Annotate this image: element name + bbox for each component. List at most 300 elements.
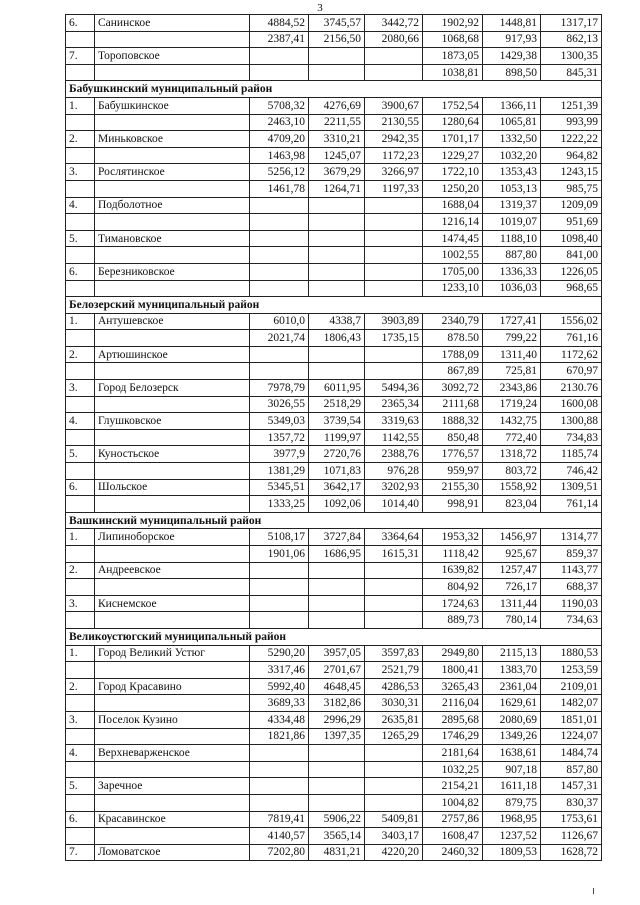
value-cell-3: 4220,20 (365, 844, 423, 861)
value-cell-6: 761,16 (541, 330, 602, 347)
table-row (66, 612, 602, 629)
table-row (66, 230, 602, 247)
value-cell-6: 830,37 (541, 794, 602, 811)
value-cell-5: 879,75 (483, 794, 541, 811)
value-cell-2: 3182,86 (309, 695, 365, 712)
value-cell-1: 1333,25 (250, 496, 309, 513)
value-cell-2 (309, 346, 365, 363)
value-cell-3: 2635,81 (365, 711, 423, 728)
value-cell-2 (309, 761, 365, 778)
value-cell-4: 2155,30 (423, 479, 483, 496)
value-cell-2: 2701,67 (309, 662, 365, 679)
value-cell-1: 4709,20 (250, 131, 309, 148)
value-cell-5: 1456,97 (483, 529, 541, 546)
value-cell-6: 1314,77 (541, 529, 602, 546)
value-cell-4: 1888,32 (423, 413, 483, 430)
settlement-name: Глушковское (95, 413, 250, 430)
value-cell-6: 688,37 (541, 579, 602, 596)
value-cell-2: 2156,50 (309, 31, 365, 48)
value-cell-4: 959,97 (423, 463, 483, 480)
row-number: 5. (66, 230, 95, 247)
value-cell-4: 2460,32 (423, 844, 483, 861)
value-cell-1 (250, 280, 309, 297)
value-cell-3 (365, 761, 423, 778)
row-number (66, 363, 95, 380)
settlement-name (95, 147, 250, 164)
settlement-name: Заречное (95, 778, 250, 795)
value-cell-5: 1065,81 (483, 114, 541, 131)
value-cell-5: 1383,70 (483, 662, 541, 679)
value-cell-4: 889,73 (423, 612, 483, 629)
value-cell-1 (250, 48, 309, 65)
value-cell-5: 898,50 (483, 64, 541, 81)
settlement-name (95, 214, 250, 231)
value-cell-5: 1429,38 (483, 48, 541, 65)
value-cell-6: 1482,07 (541, 695, 602, 712)
row-number: 3. (66, 711, 95, 728)
value-cell-6: 1457,31 (541, 778, 602, 795)
value-cell-5: 1257,47 (483, 562, 541, 579)
value-cell-1: 2021,74 (250, 330, 309, 347)
settlement-name: Санинское (95, 15, 250, 32)
value-cell-1 (250, 197, 309, 214)
value-cell-6: 1300,35 (541, 48, 602, 65)
value-cell-1 (250, 761, 309, 778)
table-row (66, 463, 602, 480)
value-cell-6: 1172,62 (541, 346, 602, 363)
row-number: 1. (66, 529, 95, 546)
value-cell-3: 3403,17 (365, 828, 423, 845)
value-cell-1: 1357,72 (250, 429, 309, 446)
settlement-name: Подболотное (95, 197, 250, 214)
value-cell-6: 734,83 (541, 429, 602, 446)
settlement-name: Шольское (95, 479, 250, 496)
table-row (66, 280, 602, 297)
settlement-name (95, 546, 250, 563)
value-cell-6: 1126,67 (541, 828, 602, 845)
value-cell-2: 2211,55 (309, 114, 365, 131)
row-number (66, 64, 95, 81)
value-cell-2 (309, 247, 365, 264)
value-cell-5: 2115,13 (483, 645, 541, 662)
table-body (66, 15, 602, 861)
value-cell-2: 3565,14 (309, 828, 365, 845)
table-row (66, 97, 602, 114)
table-row (66, 396, 602, 413)
value-cell-6: 2130.76 (541, 380, 602, 397)
value-cell-3 (365, 230, 423, 247)
table-row (66, 794, 602, 811)
settlement-name: Город Красавино (95, 678, 250, 695)
value-cell-3 (365, 64, 423, 81)
value-cell-5: 2343,86 (483, 380, 541, 397)
page-edge-mark (593, 888, 594, 894)
value-cell-1 (250, 214, 309, 231)
value-cell-2: 4648,45 (309, 678, 365, 695)
value-cell-6: 1556,02 (541, 313, 602, 330)
row-number: 7. (66, 844, 95, 861)
value-cell-1: 5708,32 (250, 97, 309, 114)
row-number: 4. (66, 413, 95, 430)
region-header-row (66, 297, 602, 314)
row-number: 4. (66, 197, 95, 214)
value-cell-1: 5108,17 (250, 529, 309, 546)
table-row (66, 31, 602, 48)
value-cell-3: 5494,36 (365, 380, 423, 397)
value-cell-6: 1600,08 (541, 396, 602, 413)
value-cell-6: 1222,22 (541, 131, 602, 148)
settlement-name (95, 64, 250, 81)
value-cell-5: 1719,24 (483, 396, 541, 413)
value-cell-4: 1229,27 (423, 147, 483, 164)
settlement-name: Куностьское (95, 446, 250, 463)
value-cell-4: 2116,04 (423, 695, 483, 712)
value-cell-6: 1880,53 (541, 645, 602, 662)
value-cell-4: 1746,29 (423, 728, 483, 745)
settlement-name: Андреевское (95, 562, 250, 579)
value-cell-2 (309, 794, 365, 811)
value-cell-1: 5345,51 (250, 479, 309, 496)
value-cell-3 (365, 197, 423, 214)
table-row (66, 114, 602, 131)
value-cell-3 (365, 562, 423, 579)
table-row (66, 263, 602, 280)
value-cell-3 (365, 247, 423, 264)
value-cell-6: 968,65 (541, 280, 602, 297)
value-cell-1: 1901,06 (250, 546, 309, 563)
settlement-name (95, 280, 250, 297)
table-row (66, 778, 602, 795)
value-cell-6: 1851,01 (541, 711, 602, 728)
value-cell-2 (309, 48, 365, 65)
row-number (66, 463, 95, 480)
table-row (66, 313, 602, 330)
value-cell-3: 3266,97 (365, 164, 423, 181)
value-cell-5: 1036,03 (483, 280, 541, 297)
value-cell-2: 1806,43 (309, 330, 365, 347)
value-cell-4: 3265,43 (423, 678, 483, 695)
value-cell-4: 3092,72 (423, 380, 483, 397)
value-cell-3: 2080,66 (365, 31, 423, 48)
settlement-name (95, 31, 250, 48)
table-row (66, 48, 602, 65)
value-cell-1 (250, 247, 309, 264)
value-cell-5: 1611,18 (483, 778, 541, 795)
value-cell-5: 1311,40 (483, 346, 541, 363)
value-cell-6: 1226,05 (541, 263, 602, 280)
value-cell-4: 2757,86 (423, 811, 483, 828)
value-cell-4: 1068,68 (423, 31, 483, 48)
value-cell-3: 2130,55 (365, 114, 423, 131)
value-cell-3: 1172,23 (365, 147, 423, 164)
settlement-name: Березниковское (95, 263, 250, 280)
value-cell-3: 5409,81 (365, 811, 423, 828)
value-cell-1: 4334,48 (250, 711, 309, 728)
settlement-name (95, 247, 250, 264)
value-cell-2: 2720,76 (309, 446, 365, 463)
settlement-name: Киснемское (95, 595, 250, 612)
value-cell-3 (365, 595, 423, 612)
row-number: 6. (66, 479, 95, 496)
value-cell-3 (365, 263, 423, 280)
value-cell-5: 1968,95 (483, 811, 541, 828)
value-cell-3: 2942,35 (365, 131, 423, 148)
value-cell-4: 1280,64 (423, 114, 483, 131)
value-cell-1: 2463,10 (250, 114, 309, 131)
row-number (66, 828, 95, 845)
value-cell-5: 1727,41 (483, 313, 541, 330)
row-number (66, 695, 95, 712)
value-cell-6: 1143,77 (541, 562, 602, 579)
settlement-name: Рослятинское (95, 164, 250, 181)
settlement-name (95, 612, 250, 629)
table-row (66, 711, 602, 728)
value-cell-3 (365, 363, 423, 380)
value-cell-4: 1953,32 (423, 529, 483, 546)
value-cell-6: 985,75 (541, 180, 602, 197)
value-cell-6: 857,80 (541, 761, 602, 778)
value-cell-4: 1724,63 (423, 595, 483, 612)
value-cell-2: 1245,07 (309, 147, 365, 164)
value-cell-1 (250, 562, 309, 579)
value-cell-5: 2361,04 (483, 678, 541, 695)
table-row (66, 346, 602, 363)
settlement-name (95, 429, 250, 446)
value-cell-1 (250, 579, 309, 596)
tariff-table (65, 14, 602, 861)
value-cell-2: 3727,84 (309, 529, 365, 546)
value-cell-2: 1092,06 (309, 496, 365, 513)
region-header-row (66, 628, 602, 645)
value-cell-6: 1484,74 (541, 745, 602, 762)
value-cell-4: 1002,55 (423, 247, 483, 264)
value-cell-6: 841,00 (541, 247, 602, 264)
value-cell-6: 1098,40 (541, 230, 602, 247)
value-cell-1: 4140,57 (250, 828, 309, 845)
value-cell-3: 1265,29 (365, 728, 423, 745)
table-row (66, 546, 602, 563)
value-cell-6: 1209,09 (541, 197, 602, 214)
value-cell-6: 862,13 (541, 31, 602, 48)
value-cell-2 (309, 612, 365, 629)
value-cell-3: 1615,31 (365, 546, 423, 563)
value-cell-4: 1233,10 (423, 280, 483, 297)
value-cell-4: 804,92 (423, 579, 483, 596)
region-title: Бабушкинский муниципальный район (66, 81, 602, 98)
row-number (66, 247, 95, 264)
value-cell-6: 1300,88 (541, 413, 602, 430)
value-cell-2: 4338,7 (309, 313, 365, 330)
value-cell-5: 803,72 (483, 463, 541, 480)
value-cell-1 (250, 363, 309, 380)
value-cell-1: 6010,0 (250, 313, 309, 330)
row-number: 1. (66, 313, 95, 330)
value-cell-6: 1224,07 (541, 728, 602, 745)
row-number: 7. (66, 48, 95, 65)
table-row (66, 64, 602, 81)
value-cell-1 (250, 778, 309, 795)
value-cell-5: 823,04 (483, 496, 541, 513)
value-cell-2 (309, 214, 365, 231)
region-title: Белозерский муниципальный район (66, 297, 602, 314)
row-number: 2. (66, 562, 95, 579)
value-cell-2 (309, 263, 365, 280)
value-cell-1: 4884,52 (250, 15, 309, 32)
settlement-name: Город Белозерск (95, 380, 250, 397)
value-cell-1: 3977,9 (250, 446, 309, 463)
value-cell-3 (365, 745, 423, 762)
value-cell-6: 1628,72 (541, 844, 602, 861)
value-cell-6: 1309,51 (541, 479, 602, 496)
value-cell-2: 1264,71 (309, 180, 365, 197)
value-cell-2: 3679,29 (309, 164, 365, 181)
table-row (66, 413, 602, 430)
value-cell-6: 1190,03 (541, 595, 602, 612)
row-number: 3. (66, 595, 95, 612)
value-cell-2 (309, 197, 365, 214)
settlement-name: Тимановское (95, 230, 250, 247)
value-cell-3: 3364,64 (365, 529, 423, 546)
value-cell-5: 1188,10 (483, 230, 541, 247)
value-cell-2: 3310,21 (309, 131, 365, 148)
value-cell-4: 1639,82 (423, 562, 483, 579)
value-cell-5: 1318,72 (483, 446, 541, 463)
value-cell-5: 1336,33 (483, 263, 541, 280)
value-cell-2 (309, 595, 365, 612)
value-cell-3 (365, 214, 423, 231)
value-cell-4: 1118,42 (423, 546, 483, 563)
table-row (66, 562, 602, 579)
settlement-name (95, 794, 250, 811)
row-number (66, 612, 95, 629)
value-cell-5: 1432,75 (483, 413, 541, 430)
value-cell-5: 1629,61 (483, 695, 541, 712)
table-row (66, 197, 602, 214)
value-cell-1 (250, 745, 309, 762)
value-cell-6: 1251,39 (541, 97, 602, 114)
value-cell-1: 3689,33 (250, 695, 309, 712)
table-row (66, 363, 602, 380)
value-cell-5: 1448,81 (483, 15, 541, 32)
value-cell-6: 746,42 (541, 463, 602, 480)
value-cell-4: 1688,04 (423, 197, 483, 214)
value-cell-2: 1199,97 (309, 429, 365, 446)
value-cell-2: 4276,69 (309, 97, 365, 114)
table-row (66, 330, 602, 347)
value-cell-4: 1250,20 (423, 180, 483, 197)
table-row (66, 214, 602, 231)
value-cell-1: 5349,03 (250, 413, 309, 430)
page-number: 3 (317, 2, 323, 14)
row-number: 6. (66, 263, 95, 280)
table-row (66, 844, 602, 861)
value-cell-5: 799,22 (483, 330, 541, 347)
value-cell-1: 1381,29 (250, 463, 309, 480)
value-cell-2 (309, 745, 365, 762)
value-cell-1 (250, 263, 309, 280)
settlement-name (95, 695, 250, 712)
value-cell-3 (365, 612, 423, 629)
value-cell-2: 1397,35 (309, 728, 365, 745)
value-cell-5: 1032,20 (483, 147, 541, 164)
settlement-name (95, 396, 250, 413)
settlement-name (95, 761, 250, 778)
value-cell-1: 5290,20 (250, 645, 309, 662)
table-row (66, 728, 602, 745)
value-cell-4: 878.50 (423, 330, 483, 347)
row-number (66, 396, 95, 413)
value-cell-6: 734,63 (541, 612, 602, 629)
settlement-name (95, 363, 250, 380)
value-cell-4: 1705,00 (423, 263, 483, 280)
row-number: 2. (66, 131, 95, 148)
row-number (66, 214, 95, 231)
row-number (66, 114, 95, 131)
settlement-name (95, 463, 250, 480)
value-cell-2: 3957,05 (309, 645, 365, 662)
value-cell-6: 964,82 (541, 147, 602, 164)
value-cell-2 (309, 230, 365, 247)
value-cell-3: 3030,31 (365, 695, 423, 712)
table-row (66, 745, 602, 762)
value-cell-3 (365, 48, 423, 65)
row-number: 5. (66, 446, 95, 463)
value-cell-6: 845,31 (541, 64, 602, 81)
row-number (66, 496, 95, 513)
value-cell-4: 1608,47 (423, 828, 483, 845)
value-cell-2: 3745,57 (309, 15, 365, 32)
row-number (66, 794, 95, 811)
region-title: Вашкинский муниципальный район (66, 512, 602, 529)
row-number: 3. (66, 380, 95, 397)
table-row (66, 446, 602, 463)
value-cell-4: 867,89 (423, 363, 483, 380)
value-cell-3 (365, 794, 423, 811)
value-cell-4: 2340,79 (423, 313, 483, 330)
settlement-name (95, 180, 250, 197)
value-cell-4: 1722,10 (423, 164, 483, 181)
value-cell-4: 1776,57 (423, 446, 483, 463)
value-cell-3: 1735,15 (365, 330, 423, 347)
value-cell-2 (309, 363, 365, 380)
row-number: 4. (66, 745, 95, 762)
table-row (66, 761, 602, 778)
table-row (66, 429, 602, 446)
value-cell-3 (365, 579, 423, 596)
value-cell-3: 1014,40 (365, 496, 423, 513)
value-cell-1 (250, 612, 309, 629)
value-cell-2: 6011,95 (309, 380, 365, 397)
value-cell-4: 2181,64 (423, 745, 483, 762)
row-number: 2. (66, 346, 95, 363)
table-row (66, 164, 602, 181)
value-cell-2 (309, 778, 365, 795)
settlement-name: Город Великий Устюг (95, 645, 250, 662)
table-row (66, 247, 602, 264)
table-row (66, 529, 602, 546)
value-cell-6: 670,97 (541, 363, 602, 380)
table-row (66, 496, 602, 513)
value-cell-3: 3597,83 (365, 645, 423, 662)
value-cell-3 (365, 778, 423, 795)
settlement-name: Красавинское (95, 811, 250, 828)
value-cell-4: 1032,25 (423, 761, 483, 778)
value-cell-2: 1071,83 (309, 463, 365, 480)
region-title: Великоустюгский муниципальный район (66, 628, 602, 645)
value-cell-6: 1253,59 (541, 662, 602, 679)
row-number (66, 662, 95, 679)
value-cell-5: 1019,07 (483, 214, 541, 231)
